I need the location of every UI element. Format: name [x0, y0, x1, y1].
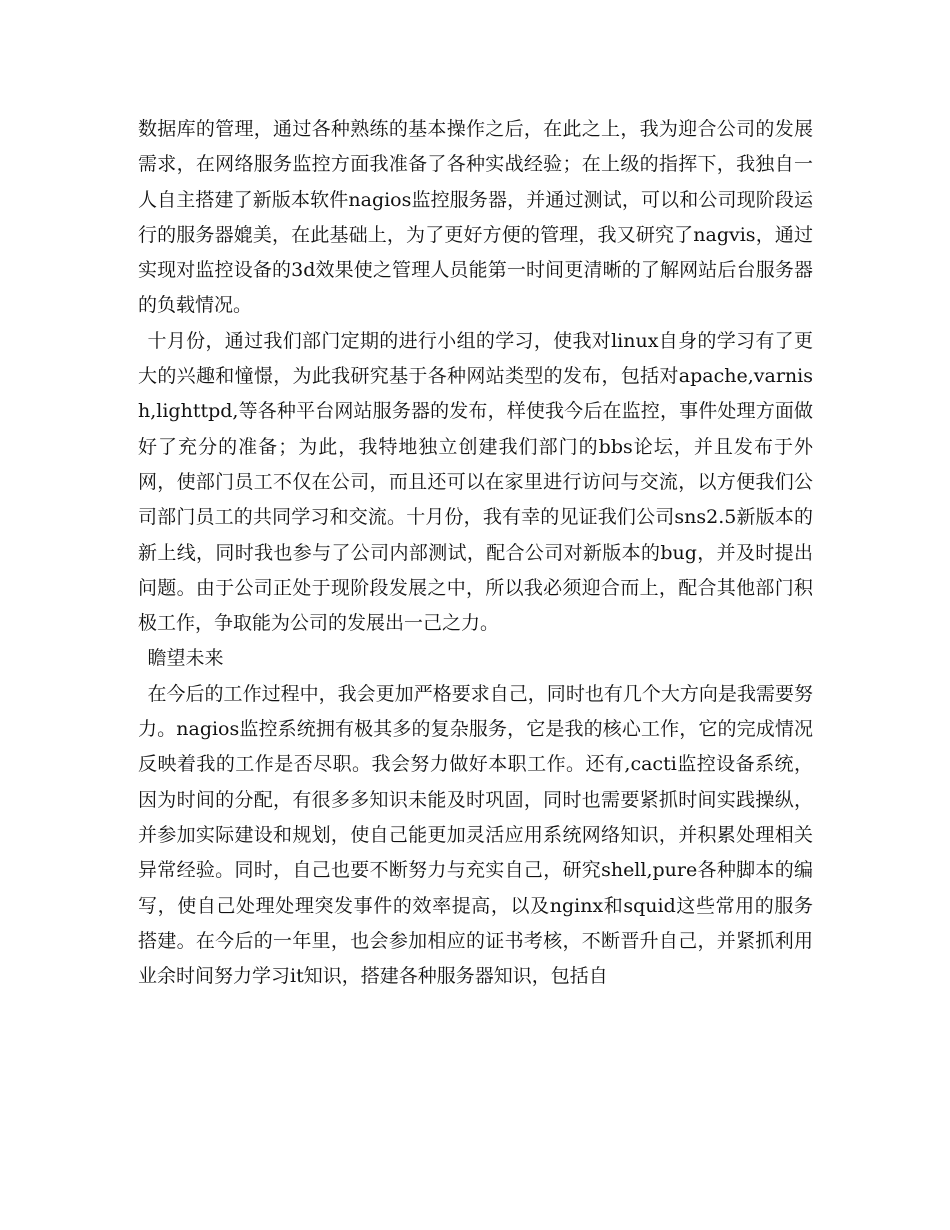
paragraph-october-work: 十月份，通过我们部门定期的进行小组的学习，使我对linux自身的学习有了更大的兴趣和憧憬，为此我研究基于各种网站类型的发布，包括对apache,varnish,lighttpd,等各种平台网站服务器的发布，样使我今后在监控，事件处理方面做好了充分的准备；为此，我特地独立创建我们部门的bbs论坛，并且发布于外网，使部门员工不仅在公司，而且还可以在家里进行访问与交流，以方便我们公司部门员工的共同学习和交流。十月份，我有幸的见证我们公司sns2.5新版本的新上线，同时我也参与了公司内部测试，配合公司对新版本的bug，并及时提出问题。由于公司正处于现阶段发展之中，所以我必须迎合而上，配合其他部门积极工作，争取能为公司的发展出一己之力。	[138, 329, 813, 635]
paragraph-future-plans: 在今后的工作过程中，我会更加严格要求自己，同时也有几个大方向是我需要努力。nagios监控系统拥有极其多的复杂服务，它是我的核心工作，它的完成情况反映着我的工作是否尽职。我会努力做好本职工作。还有,cacti监控设备系统，因为时间的分配，有很多多知识未能及时巩固，同时也需要紧抓时间实践操纵，并参加实际建设和规划，使自己能更加灵活应用系统网络知识，并积累处理相关异常经验。同时，自己也要不断努力与充实自己，研究shell,pure各种脚本的编写，使自己处理处理突发事件的效率提高，以及nginx和squid这些常用的服务搭建。在今后的一年里，也会参加相应的证书考核，不断晋升自己，并紧抓利用业余时间努力学习it知识，搭建各种服务器知识，包括自	[138, 682, 813, 988]
section-heading-outlook: 瞻望未来	[147, 647, 224, 670]
document-body	[138, 112, 813, 994]
paragraph-monitoring-work: 数据库的管理，通过各种熟练的基本操作之后，在此之上，我为迎合公司的发展需求，在网络服务监控方面我准备了各种实战经验；在上级的指挥下，我独自一人自主搭建了新版本软件nagios监控服务器，并通过测试，可以和公司现阶段运行的服务器媲美，在此基础上，为了更好方便的管理，我又研究了nagvis，通过实现对监控设备的3d效果使之管理人员能第一时间更清晰的了解网站后台服务器的负载情况。	[138, 118, 813, 317]
